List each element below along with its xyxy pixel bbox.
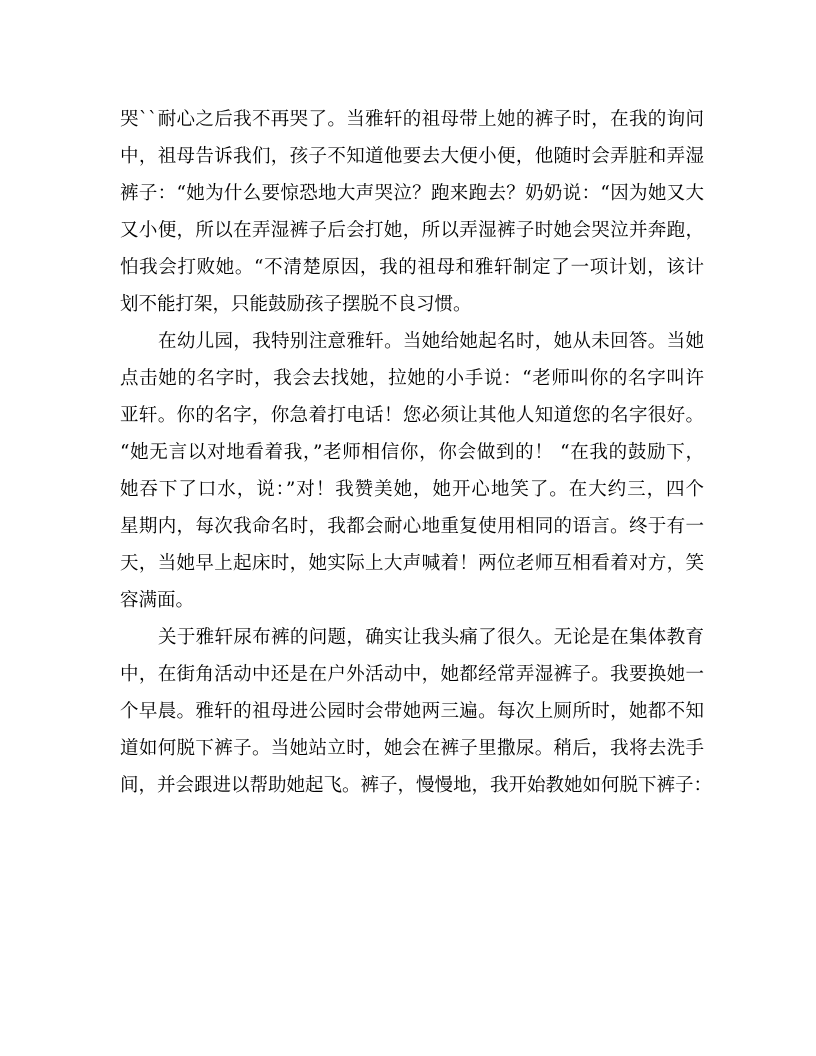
text-line: 关于雅轩尿布裤的问题，确实让我头痛了很久。无论是在集体教育 <box>158 627 704 648</box>
text-line: 她吞下了口水，说：”对！我赞美她，她开心地笑了。在大约三，四个 <box>120 479 704 500</box>
text-line: 哭``耐心之后我不再哭了。当雅轩的祖母带上她的裤子时，在我的询问 <box>120 109 704 130</box>
text-line: 亚轩。你的名字，你急着打电话！您必须让其他人知道您的名字很好。 <box>120 405 704 426</box>
text-line: 在幼儿园，我特别注意雅轩。当她给她起名时，她从未回答。当她 <box>158 331 704 352</box>
text-line: 容满面。 <box>120 590 195 611</box>
text-line: 又小便，所以在弄湿裤子后会打她，所以弄湿裤子时她会哭泣并奔跑， <box>120 220 704 241</box>
text-line: 点击她的名字时，我会去找她，拉她的小手说：“老师叫你的名字叫许 <box>120 368 704 389</box>
text-line: 个早晨。雅轩的祖母进公园时会带她两三遍。每次上厕所时，她都不知 <box>120 701 704 722</box>
paragraph-2 <box>120 323 704 619</box>
text-line: “她无言以对地看着我，”老师相信你，你会做到的！ “在我的鼓励下， <box>120 442 704 463</box>
text-line: 中，祖母告诉我们，孩子不知道他要去大便小便，他随时会弄脏和弄湿 <box>120 146 704 167</box>
text-line: 裤子：“她为什么要惊恐地大声哭泣？跑来跑去？奶奶说：“因为她又大 <box>120 183 704 204</box>
text-line: 天，当她早上起床时，她实际上大声喊着！两位老师互相看着对方，笑 <box>120 553 704 574</box>
text-line: 道如何脱下裤子。当她站立时，她会在裤子里撒尿。稍后，我将去洗手 <box>120 738 704 759</box>
text-line: 中，在街角活动中还是在户外活动中，她都经常弄湿裤子。我要换她一 <box>120 664 704 685</box>
text-line: 间，并会跟进以帮助她起飞。裤子，慢慢地，我开始教她如何脱下裤子： <box>120 775 713 796</box>
paragraph-1 <box>120 101 704 323</box>
document-body <box>120 101 713 804</box>
text-line: 怕我会打败她。“不清楚原因，我的祖母和雅轩制定了一项计划，该计 <box>120 257 704 278</box>
text-line: 划不能打架，只能鼓励孩子摆脱不良习惯。 <box>120 294 472 315</box>
text-line: 星期内，每次我命名时，我都会耐心地重复使用相同的语言。终于有一 <box>120 516 704 537</box>
paragraph-3 <box>120 619 713 804</box>
